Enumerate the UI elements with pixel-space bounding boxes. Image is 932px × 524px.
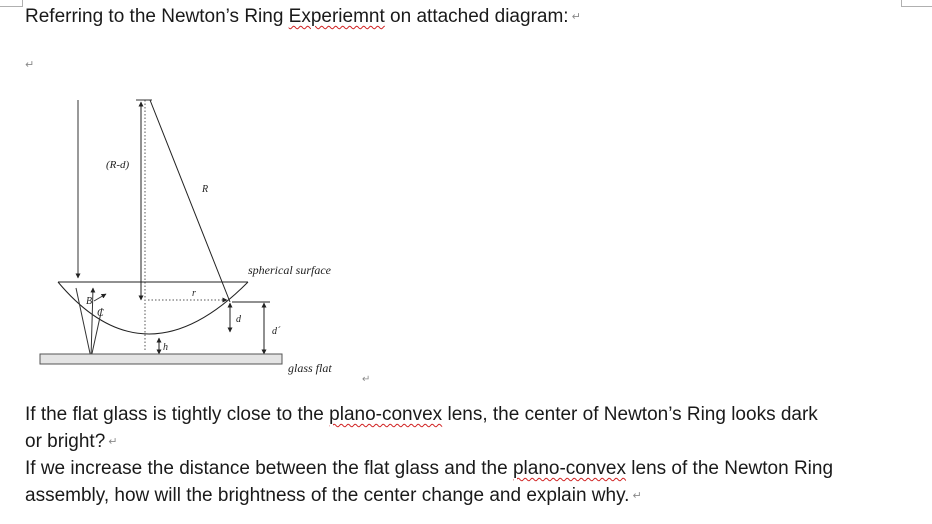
label-radius: R xyxy=(202,184,209,195)
q1-text-end: lens, the center of Newton’s Ring looks dark xyxy=(442,404,818,425)
radius-line xyxy=(150,100,230,302)
reflected-ray-arrow xyxy=(94,294,106,301)
title-text-end: on attached diagram: xyxy=(384,6,569,27)
label-d: d xyxy=(236,314,241,325)
paragraph-mark-icon: ↵ xyxy=(571,11,581,23)
question-1-line-1 xyxy=(25,402,818,428)
q2-text-end: lens of the Newton Ring xyxy=(626,458,834,479)
label-r: r xyxy=(192,288,196,299)
paragraph-mark-icon: ↵ xyxy=(362,374,371,385)
label-d-prime: d´ xyxy=(272,326,281,337)
page-corner-right xyxy=(901,0,932,7)
label-b: B xyxy=(86,296,93,307)
question-title xyxy=(25,4,581,30)
q1-text-line2: or bright? xyxy=(25,431,106,452)
label-c: C xyxy=(97,308,104,319)
paragraph-mark-icon: ↵ xyxy=(632,490,642,502)
q2-text: If we increase the distance between the flat glass and the xyxy=(25,458,513,479)
page-corner-left xyxy=(0,0,23,7)
misspelled-word: Experiemnt xyxy=(288,6,385,27)
q1-text: If the flat glass is tightly close to the xyxy=(25,404,330,425)
question-2-line-1 xyxy=(25,456,833,482)
question-2-line-2 xyxy=(25,483,642,509)
label-spherical-surface: spherical surface xyxy=(248,263,331,277)
lens-curved-surface xyxy=(58,282,248,334)
flagged-word: plano-convex xyxy=(512,458,627,479)
title-text: Referring to the Newton’s Ring xyxy=(25,6,289,27)
label-r-minus-d: (R-d) xyxy=(106,159,130,171)
q2-text-line2: assembly, how will the brightness of the center change and explain why. xyxy=(25,485,630,506)
paragraph-mark-icon: ↵ xyxy=(25,59,35,71)
flagged-word: plano-convex xyxy=(329,404,443,425)
label-h: h xyxy=(163,342,168,353)
paragraph-mark-icon: ↵ xyxy=(108,436,118,448)
label-glass-flat: glass flat xyxy=(288,361,332,375)
glass-flat-plate xyxy=(40,354,282,364)
newtons-ring-diagram xyxy=(36,96,376,386)
empty-paragraph xyxy=(25,52,34,78)
question-1-line-2 xyxy=(25,429,118,455)
